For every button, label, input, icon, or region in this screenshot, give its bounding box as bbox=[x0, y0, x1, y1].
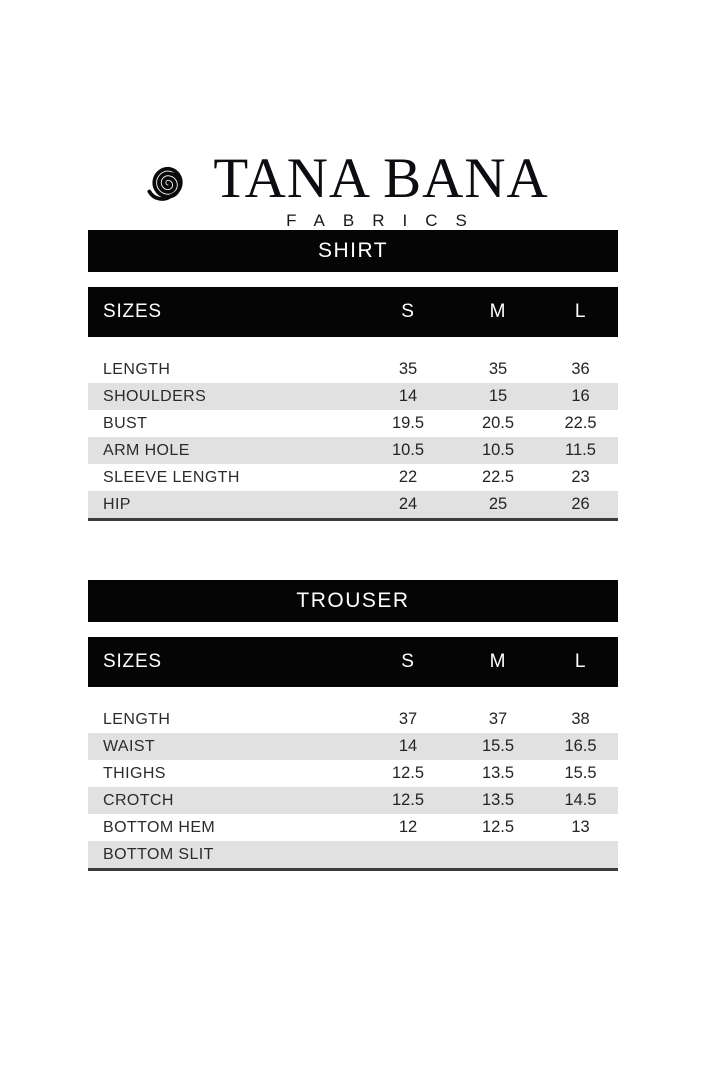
measure-label: WAIST bbox=[103, 737, 156, 755]
brand-subtitle: FABRICS bbox=[286, 211, 485, 230]
trouser-sizes-header bbox=[88, 637, 618, 687]
table-row bbox=[88, 464, 618, 491]
size-value-s: 22 bbox=[398, 468, 418, 486]
size-value-m: 13.5 bbox=[481, 764, 515, 782]
shirt-sizes-header bbox=[88, 287, 618, 337]
size-value-s: 10.5 bbox=[391, 441, 425, 459]
size-value-l: 26 bbox=[571, 495, 590, 513]
table-row bbox=[88, 410, 618, 437]
sizes-label: SIZES bbox=[103, 301, 162, 322]
chart-content bbox=[88, 230, 618, 871]
measure-label: BOTTOM HEM bbox=[103, 818, 216, 836]
measure-label: LENGTH bbox=[103, 360, 171, 378]
size-value-s: 12.5 bbox=[391, 791, 425, 809]
sizes-label: SIZES bbox=[103, 651, 162, 672]
spiral-icon bbox=[139, 156, 197, 214]
table-row bbox=[88, 841, 618, 868]
size-value-s: 35 bbox=[398, 360, 418, 378]
measure-label: SHOULDERS bbox=[103, 387, 207, 405]
table-row bbox=[88, 760, 618, 787]
size-value-m: 22.5 bbox=[481, 468, 515, 486]
measure-label: THIGHS bbox=[103, 764, 166, 782]
shirt-title-bar bbox=[88, 230, 618, 272]
column-header-m: M bbox=[489, 301, 507, 322]
size-value-m: 25 bbox=[488, 495, 508, 513]
table-row bbox=[88, 733, 618, 760]
size-value-l: 36 bbox=[571, 360, 590, 378]
table-row bbox=[88, 437, 618, 464]
table-row bbox=[88, 706, 618, 733]
measure-label: HIP bbox=[103, 495, 131, 513]
table-row bbox=[88, 787, 618, 814]
table-row bbox=[88, 491, 618, 518]
size-value-m: 20.5 bbox=[481, 414, 515, 432]
size-value-l: 23 bbox=[571, 468, 590, 486]
column-header-l: L bbox=[574, 651, 587, 672]
column-header-s: S bbox=[401, 651, 415, 672]
column-header-s: S bbox=[401, 301, 415, 322]
size-value-m: 35 bbox=[488, 360, 508, 378]
trouser-title: TROUSER bbox=[296, 589, 410, 612]
size-value-m: 15.5 bbox=[481, 737, 515, 755]
size-value-s: 14 bbox=[398, 737, 418, 755]
measure-label: BOTTOM SLIT bbox=[103, 845, 214, 863]
measure-label: LENGTH bbox=[103, 710, 171, 728]
shirt-table bbox=[88, 356, 618, 521]
size-value-m: 15 bbox=[488, 387, 508, 405]
measure-label: ARM HOLE bbox=[103, 441, 190, 459]
brand-logo bbox=[0, 0, 704, 230]
size-value-l: 16.5 bbox=[564, 737, 597, 755]
size-value-m: 10.5 bbox=[481, 441, 515, 459]
size-value-l: 11.5 bbox=[565, 441, 596, 459]
size-value-l: 22.5 bbox=[564, 414, 597, 432]
size-value-l: 15.5 bbox=[564, 764, 597, 782]
size-value-s: 19.5 bbox=[391, 414, 425, 432]
trouser-title-bar bbox=[88, 580, 618, 622]
measure-label: BUST bbox=[103, 414, 148, 432]
size-value-s: 14 bbox=[398, 387, 418, 405]
shirt-title: SHIRT bbox=[317, 239, 389, 262]
size-value-l: 14.5 bbox=[564, 791, 597, 809]
column-header-m: M bbox=[489, 651, 507, 672]
table-row bbox=[88, 383, 618, 410]
size-value-m: 12.5 bbox=[481, 818, 515, 836]
size-value-s: 24 bbox=[398, 495, 418, 513]
size-value-s: 37 bbox=[398, 710, 418, 728]
measure-label: SLEEVE LENGTH bbox=[103, 468, 240, 486]
size-value-m: 37 bbox=[488, 710, 508, 728]
size-value-s: 12 bbox=[398, 818, 418, 836]
brand-name: TANA BANA bbox=[213, 147, 549, 210]
size-value-l: 13 bbox=[571, 818, 590, 836]
brand-text bbox=[213, 147, 549, 231]
table-row bbox=[88, 814, 618, 841]
table-row bbox=[88, 356, 618, 383]
size-value-s: 12.5 bbox=[391, 764, 425, 782]
size-value-l: 38 bbox=[571, 710, 590, 728]
column-header-l: L bbox=[574, 301, 587, 322]
size-value-l: 16 bbox=[571, 387, 590, 405]
size-value-m: 13.5 bbox=[481, 791, 515, 809]
trouser-table bbox=[88, 706, 618, 871]
measure-label: CROTCH bbox=[103, 791, 174, 809]
